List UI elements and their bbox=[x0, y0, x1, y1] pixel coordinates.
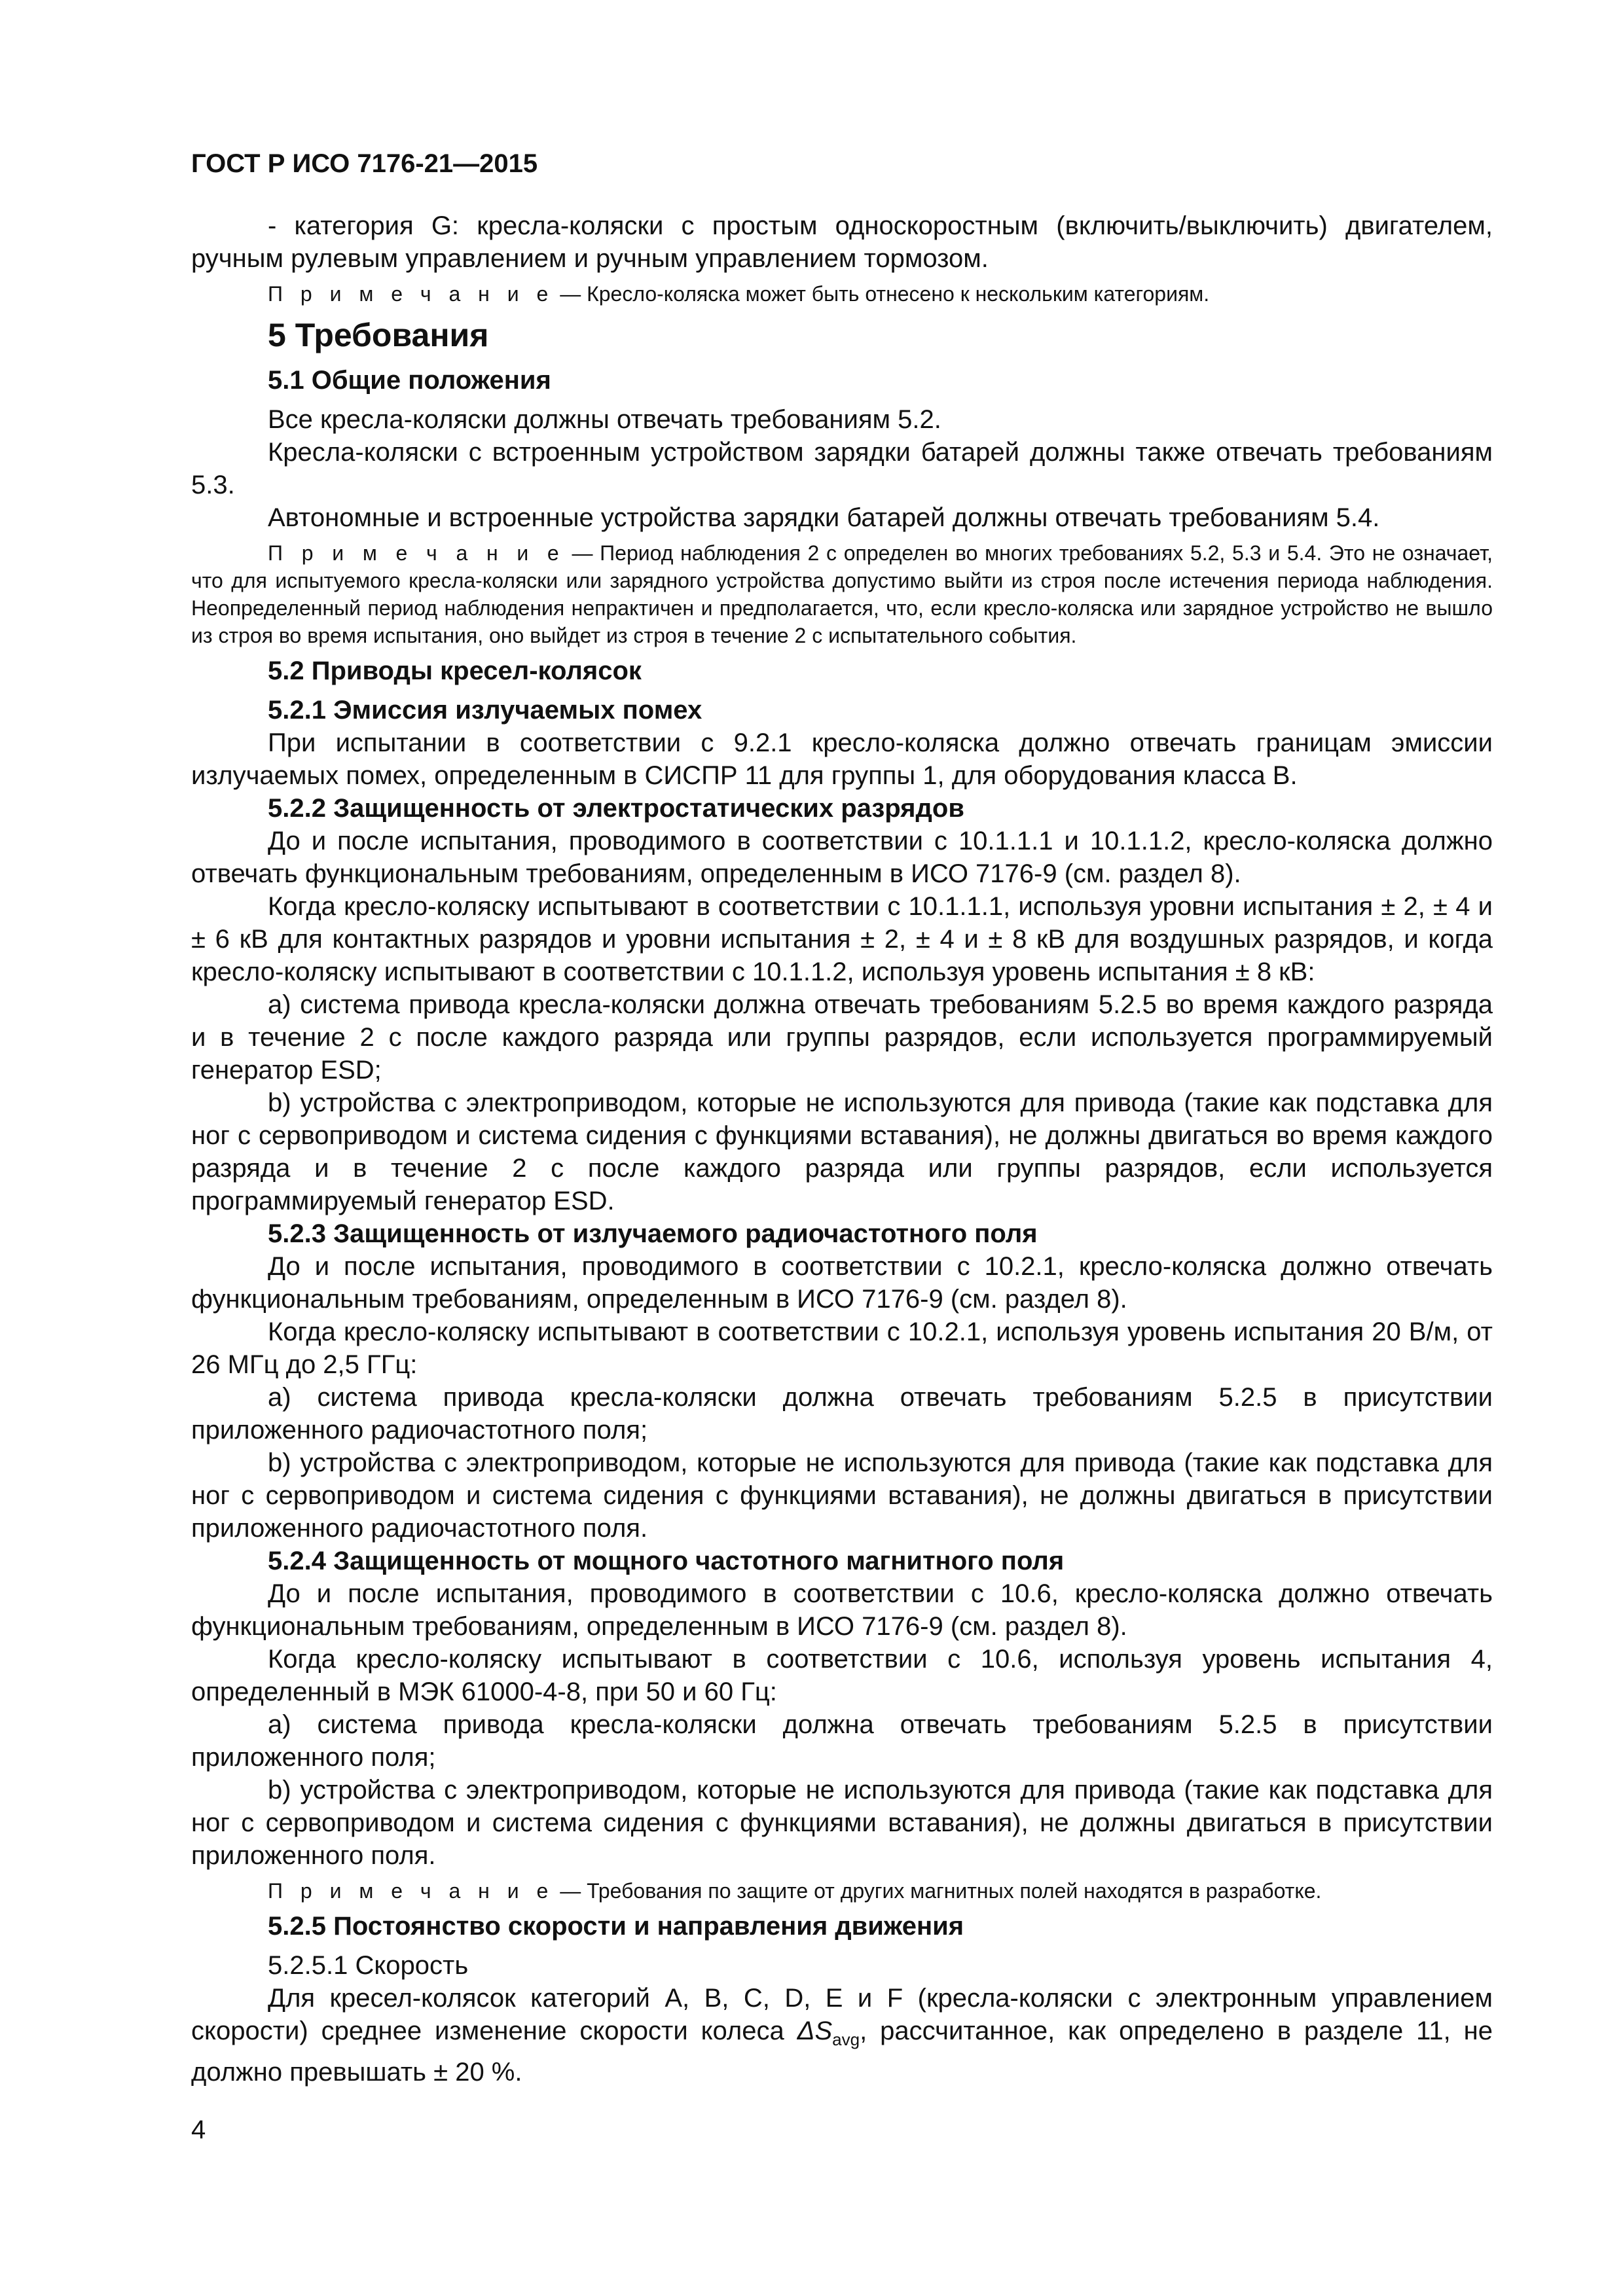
page-content bbox=[191, 209, 1493, 2089]
section-5-2-3-heading: 5.2.3 Защищенность от излучаемого радиочастотного поля bbox=[268, 1219, 1038, 1248]
s5-2-4-paragraph-1: До и после испытания, проводимого в соответствии с 10.6, кресло-коляска должно отвечать функциональным требованиям, определенным в ИСО 7176-9 (см. раздел 8). bbox=[191, 1579, 1493, 1641]
section-5-2-4-heading: 5.2.4 Защищенность от мощного частотного магнитного поля bbox=[268, 1547, 1065, 1575]
s5-2-2-item-a: a) система привода кресла-коляски должна отвечать требованиям 5.2.5 во время каждого разряда и в течение 2 с после каждого разряда или группы разрядов, если используется программируемый генератор ESD; bbox=[191, 990, 1493, 1085]
page-number: 4 bbox=[191, 2115, 206, 2144]
s5-2-3-paragraph-2: Когда кресло-коляску испытывают в соответствии с 10.2.1, используя уровень испытания 20 В/м, от 26 МГц до 2,5 ГГц: bbox=[191, 1318, 1493, 1379]
s5-2-5-1-paragraph bbox=[191, 1982, 1493, 2089]
s5-2-4-paragraph-2: Когда кресло-коляску испытывают в соответствии с 10.6, используя уровень испытания 4, определенный в МЭК 61000-4-8, при 50 и 60 Гц: bbox=[191, 1645, 1493, 1706]
s5-2-4-item-a: a) система привода кресла-коляски должна отвечать требованиям 5.2.5 в присутствии приложенного поля; bbox=[191, 1710, 1493, 1772]
note-1 bbox=[191, 280, 1493, 308]
s5-2-3-paragraph-1: До и после испытания, проводимого в соответствии с 10.2.1, кресло-коляска должно отвечать функциональным требованиям, определенным в ИСО 7176-9 (см. раздел 8). bbox=[191, 1252, 1493, 1314]
s5-2-3-item-b: b) устройства с электроприводом, которые не используются для привода (такие как подставка для ног с сервоприводом и система сидения с функциями вставания), не должны двигаться в присутствии приложенного радиочастотного поля. bbox=[191, 1448, 1493, 1543]
section-5-2-2-heading: 5.2.2 Защищенность от электростатических разрядов bbox=[268, 794, 964, 823]
s5-2-5-1-text-b: , рассчитанное, как определено в разделе 11, не должно превышать ± 20 %. bbox=[191, 2017, 1493, 2087]
s5-1-paragraph-1: Все кресла-коляски должны отвечать требованиям 5.2. bbox=[268, 405, 941, 434]
section-5-1-heading: 5.1 Общие положения bbox=[268, 366, 551, 395]
section-5-2-5-1-heading: 5.2.5.1 Скорость bbox=[268, 1951, 469, 1980]
s5-2-1-paragraph: При испытании в соответствии с 9.2.1 кресло-коляска должно отвечать границам эмиссии излучаемых помех, определенным в СИСПР 11 для группы 1, для оборудования класса В. bbox=[191, 728, 1493, 790]
standard-header: ГОСТ Р ИСО 7176-21—2015 bbox=[191, 149, 538, 178]
category-g-paragraph: - категория G: кресла-коляски с простым односкоростным (включить/выключить) двигателем, ручным рулевым управлением и ручным управлением тормозом. bbox=[191, 211, 1493, 273]
note-3-text: — Требования по защите от других магнитных полей находятся в разработке. bbox=[554, 1879, 1322, 1903]
s5-1-paragraph-2: Кресла-коляски с встроенным устройством зарядки батарей должны также отвечать требованиям 5.3. bbox=[191, 438, 1493, 499]
s5-2-5-1-text-a: Для кресел-колясок категорий A, B, C, D, E и F (кресла-коляски с электронным управлением скорости) среднее изменение скорости колеса bbox=[191, 1984, 1493, 2045]
s5-2-3-item-a: a) система привода кресла-коляски должна отвечать требованиям 5.2.5 в присутствии приложенного радиочастотного поля; bbox=[191, 1383, 1493, 1444]
avg-subscript: avg bbox=[832, 2030, 860, 2049]
section-5-heading: 5 Требования bbox=[268, 317, 489, 353]
note-2 bbox=[191, 539, 1493, 649]
s5-2-2-paragraph-2: Когда кресло-коляску испытывают в соответствии с 10.1.1.1, используя уровни испытания ± 2, ± 4 и ± 6 кВ для контактных разрядов и уровни испытания ± 2, ± 4 и ± 8 кВ для воздушных разрядов, и когда кресло-коляску испытывают в соответствии с 10.1.1.2, используя уровень испытания ± 8 кВ: bbox=[191, 892, 1493, 986]
note-label: П р и м е ч а н и е bbox=[268, 282, 555, 306]
section-5-2-5-heading: 5.2.5 Постоянство скорости и направления движения bbox=[268, 1912, 964, 1941]
s5-1-paragraph-3: Автономные и встроенные устройства зарядки батарей должны отвечать требованиям 5.4. bbox=[268, 503, 1380, 532]
delta-s-symbol: ΔS bbox=[797, 2017, 833, 2045]
s5-2-2-paragraph-1: До и после испытания, проводимого в соответствии с 10.1.1.1 и 10.1.1.2, кресло-коляска должно отвечать функциональным требованиям, определенным в ИСО 7176-9 (см. раздел 8). bbox=[191, 827, 1493, 888]
s5-2-2-item-b: b) устройства с электроприводом, которые не используются для привода (такие как подставка для ног с сервоприводом и система сидения с функциями вставания), не должны двигаться во время каждого разряда и в течение 2 с после каждого разряда или группы разрядов, если используется программируемый генератор ESD. bbox=[191, 1088, 1493, 1215]
note-label: П р и м е ч а н и е bbox=[268, 1879, 555, 1903]
note-1-text: — Кресло-коляска может быть отнесено к нескольким категориям. bbox=[554, 282, 1210, 306]
s5-2-4-item-b: b) устройства с электроприводом, которые не используются для привода (такие как подставка для ног с сервоприводом и система сидения с функциями вставания), не должны двигаться в присутствии приложенного поля. bbox=[191, 1776, 1493, 1870]
section-5-2-1-heading: 5.2.1 Эмиссия излучаемых помех bbox=[268, 696, 702, 725]
note-label: П р и м е ч а н и е bbox=[268, 541, 565, 565]
section-5-2-heading: 5.2 Приводы кресел-колясок bbox=[268, 656, 642, 685]
note-3 bbox=[191, 1877, 1493, 1905]
note-2-text: — Период наблюдения 2 с определен во многих требованиях 5.2, 5.3 и 5.4. Это не означает, что для испытуемого кресла-коляски или зарядного устройства допустимо выйти из строя после истечения периода наблюдения. Неопределенный период наблюдения непрактичен и предполагается, что, если кресло-коляска или зарядное устройство не вышло из строя во время испытания, оно выйдет из строя в течение 2 с испытательного события. bbox=[191, 541, 1493, 647]
